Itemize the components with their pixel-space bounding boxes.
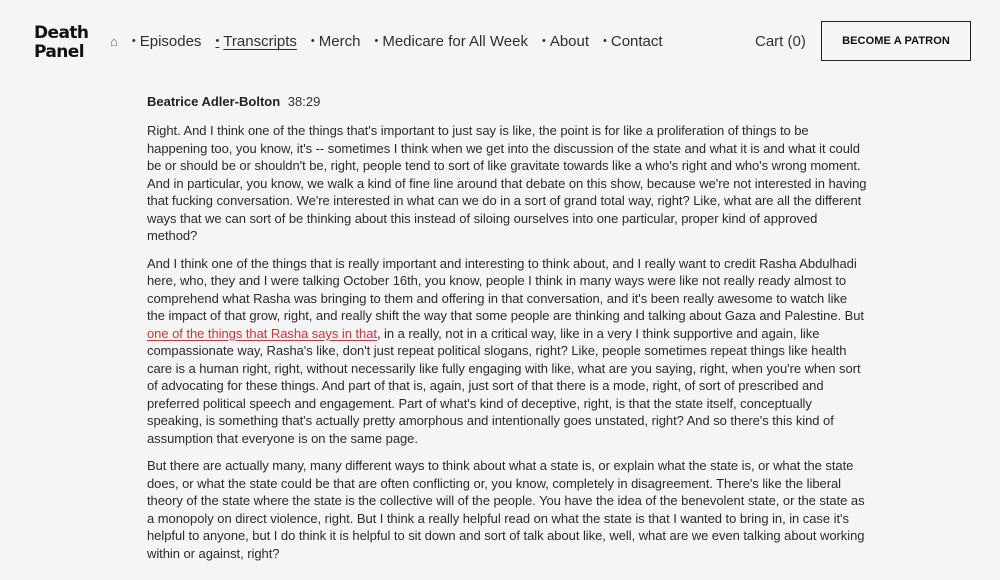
nav-label: Transcripts (223, 33, 297, 50)
nav-medicare-for-all-week[interactable] (374, 33, 527, 51)
timestamp: 38:29 (287, 94, 321, 109)
nav-contact[interactable] (603, 33, 663, 51)
nav-label: Merch (318, 33, 361, 50)
nav-episodes[interactable] (132, 33, 202, 51)
speaker-heading (147, 93, 867, 111)
paragraph-text: , in a really, not in a critical way, like in a very I think supportive and again, like compassionate way, Rasha's like, don't just repeat political slogans, right? Like, people sometimes repeat things like health care is a human right, right, without necessarily like fully engaging with like, what are you saying, right, when you're when sort of advocating for these things. And part of that is, again, just sort of that there is a mode, right, of sort of prescribed and preferred political speech and engagement. Part of what's kind of deceptive, right, is that the state itself, conceptually speaking, is something that's actually pretty amorphous and intentionally goes unstated, right? And so there's this kind of assumption that everyone is on the same page. (147, 325, 861, 446)
site-header (0, 0, 1000, 86)
nav-label: Episodes (139, 33, 202, 50)
become-a-patron-button[interactable]: BECOME A PATRON (821, 21, 971, 61)
nav-transcripts[interactable] (215, 33, 296, 51)
nav-about[interactable] (542, 33, 589, 51)
nav-label: About (549, 33, 590, 50)
paragraph-text: And I think one of the things that is really important and interesting to think about, and I really want to credit Rasha Abdulhadi here, who, they and I were talking October 16th, you know, people I think in many ways were like not really ready almost to comprehend what Rasha was bringing to them and offering in that conversation, and it's been really awesome to watch like the impact of that grow, right, and really shift the way that some people are thinking and talking about Gaza and Palestine. But (147, 255, 864, 323)
transcript-paragraph: Right. And I think one of the things that's important to just say is like, the point is for like a proliferation of things to be happening too, you know, it's -- sometimes I think when we get into the discussion of the state and what it is and what it could be or should be or shouldn't be, right, people tend to sort of like gravitate towards like a who's right and who's wrong moment. And in particular, you know, we walk a kind of fine line around that debate on this show, because we're not interested in having that fucking conversation. We're interested in what can we do in a sort of grand total way, right? Like, what are all the different ways that we can sort of be thinking about this instead of siloing ourselves into one particular, proper kind of approved method? (147, 123, 867, 243)
bullet-icon: • (131, 35, 136, 47)
nav-merch[interactable] (311, 33, 361, 51)
logo-line-1: Death (34, 23, 89, 43)
speaker-name: Beatrice Adler-Bolton (147, 94, 281, 109)
main-nav (110, 33, 677, 51)
nav-label: Medicare for All Week (382, 33, 528, 50)
transcript-paragraph (147, 255, 867, 448)
site-logo[interactable] (34, 24, 88, 62)
logo-line-2: Panel (34, 42, 84, 62)
bullet-icon: • (603, 35, 607, 47)
transcript-content (147, 93, 867, 572)
bullet-icon: • (541, 35, 546, 47)
nav-label: Contact (610, 33, 663, 50)
bullet-icon: • (310, 35, 315, 47)
cart-link[interactable]: Cart (0) (755, 33, 806, 50)
home-icon[interactable]: ⌂ (110, 34, 118, 49)
rasha-quote-link[interactable]: one of the things that Rasha says in that (147, 325, 377, 341)
transcript-paragraph: But there are actually many, many different ways to think about what a state is, or explain what the state is, or what the state does, or what the state could be that are often conflicting or, you know, completely in disagreement. There's like the liberal theory of the state where the state is the collective will of the people. You have the idea of the benevolent state, or the state as a monopoly on direct violence, right. But I think a really helpful read on what the state is that I wanted to bring in, in case it's helpful to anyone, but I do think it is helpful to sit down and sort of talk about like, well, what are we even talking about working within or against, right? (147, 458, 865, 561)
bullet-icon: • (374, 35, 379, 47)
bullet-icon: • (215, 35, 220, 47)
